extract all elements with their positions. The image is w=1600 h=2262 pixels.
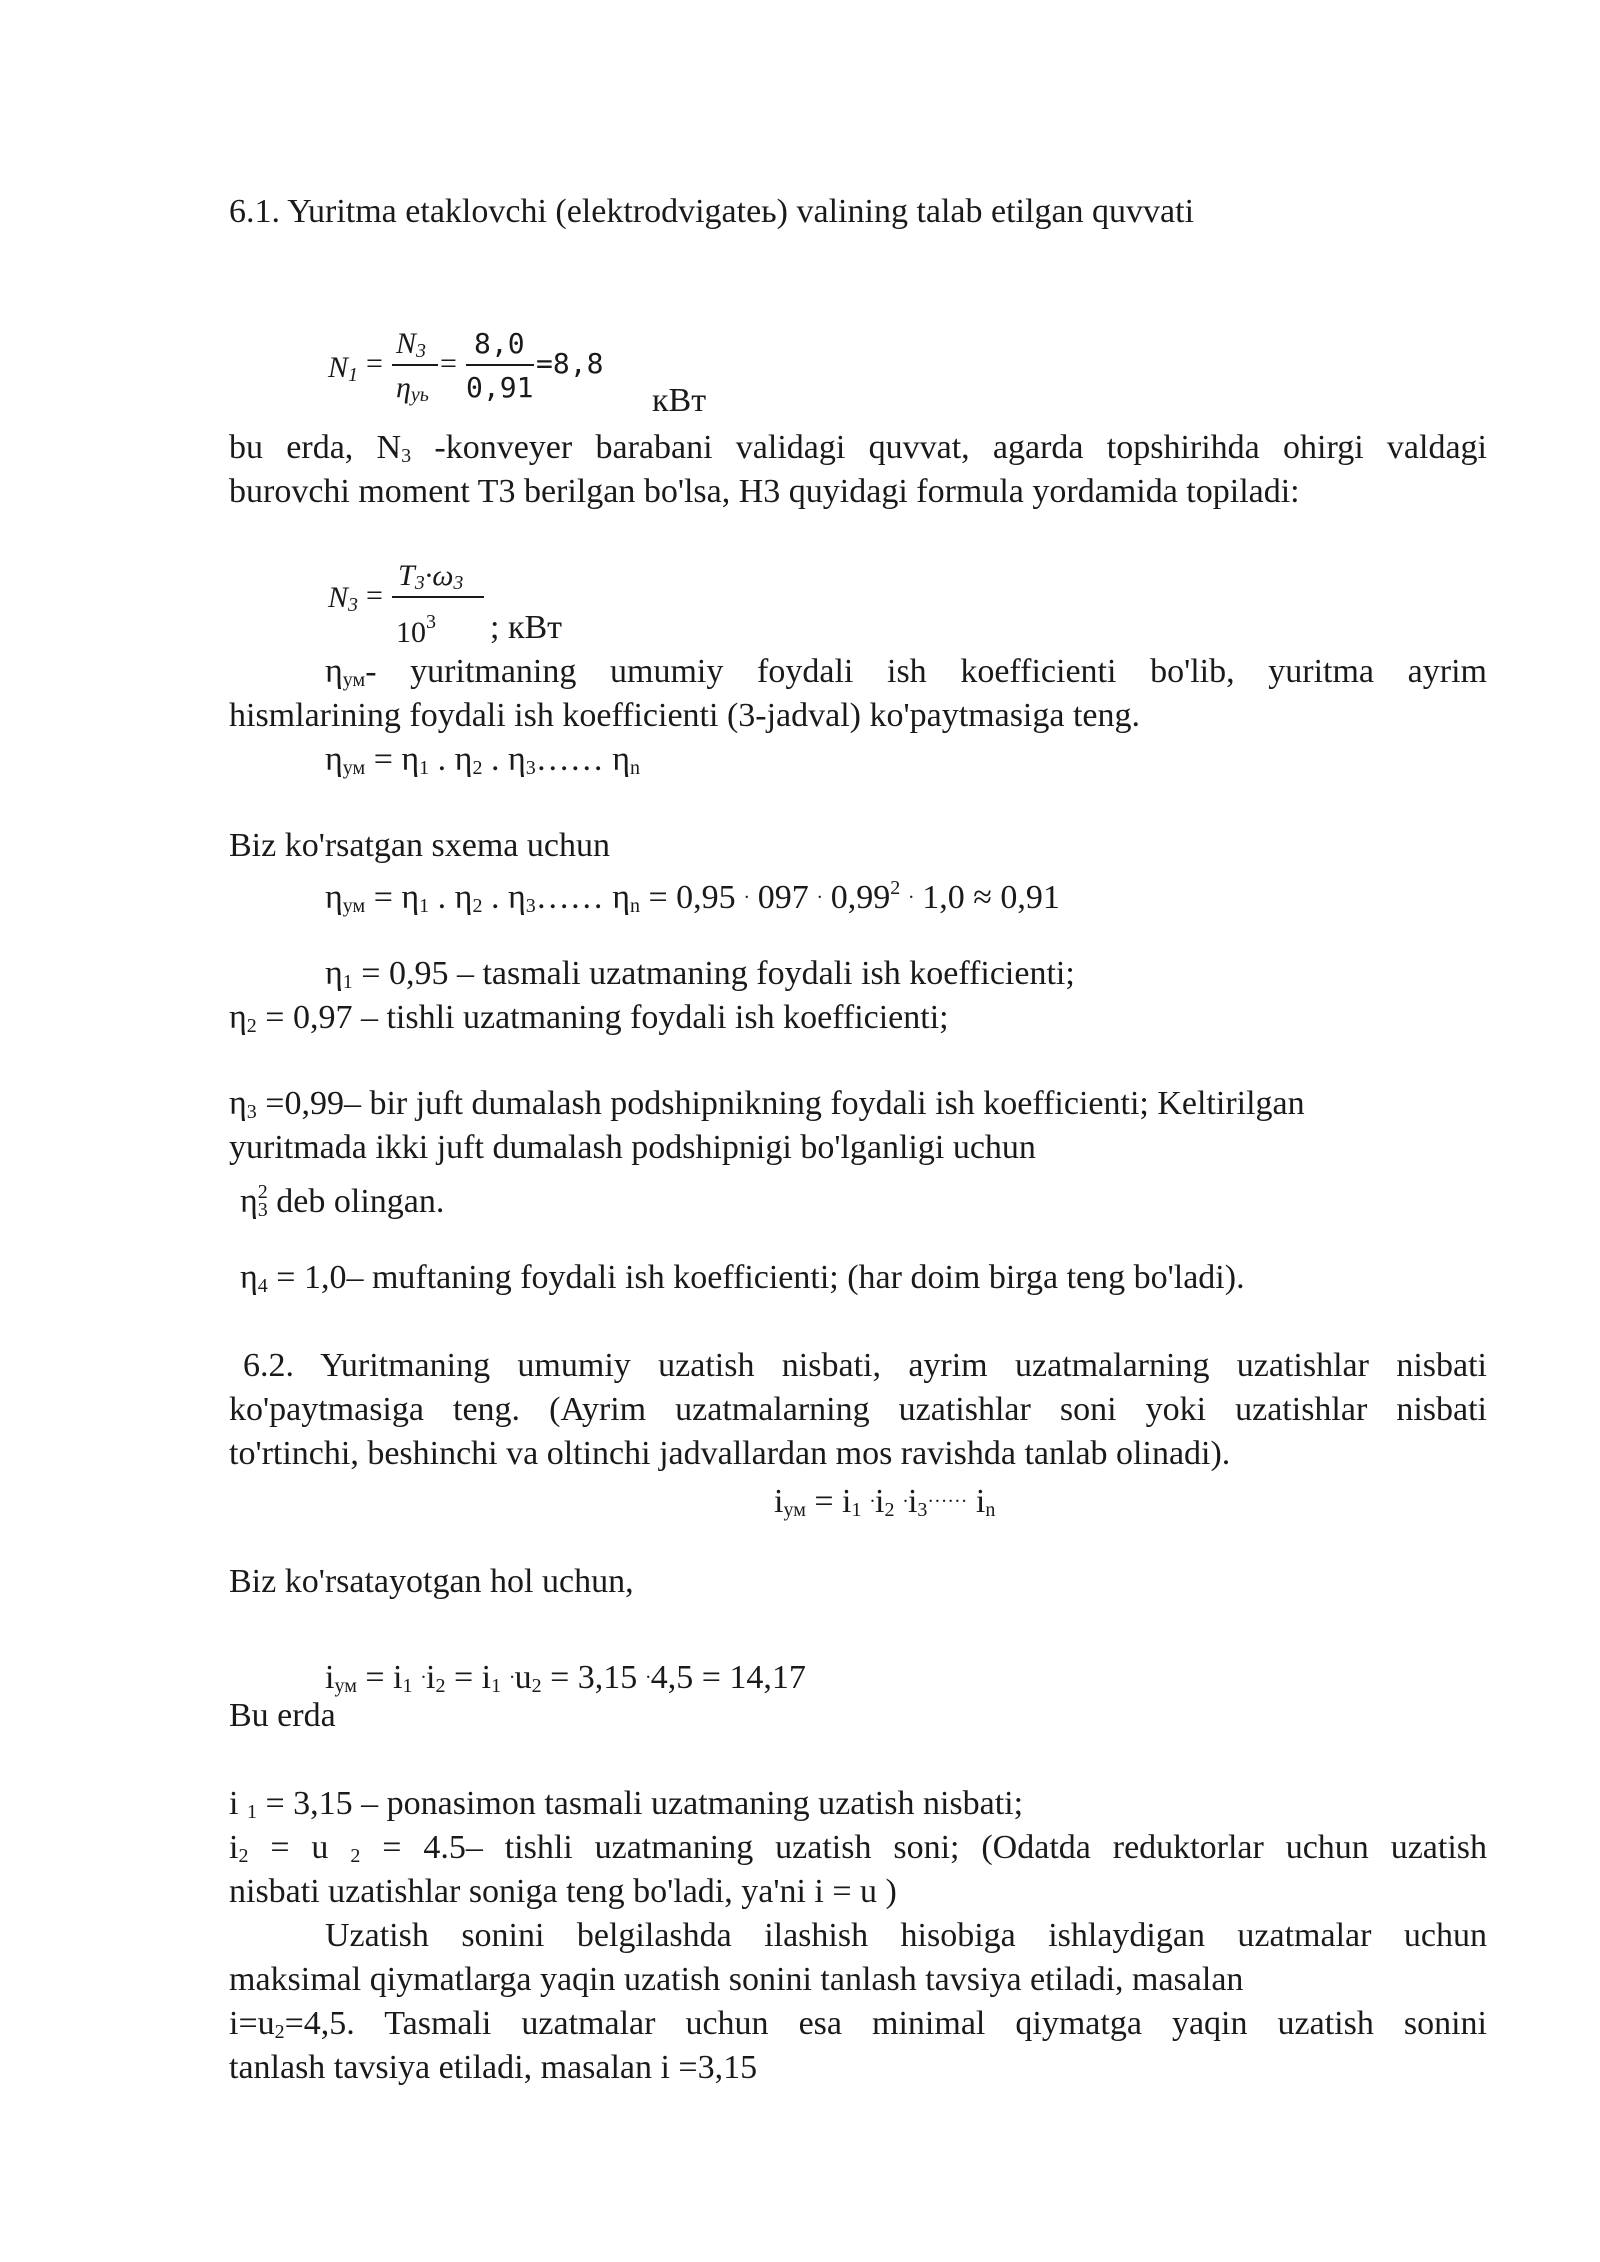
f1-denominator-value: 0,91 xyxy=(466,371,534,404)
i2-definition-line2: nisbati uzatishlar soniga teng bo'ladi, ya'ni i = u ) xyxy=(229,1873,897,1910)
section-6-1-title: 6.1. Yuritma etaklovchi (elektrodvigateь) valining talab etilgan quvvati xyxy=(229,193,1195,230)
f2-lhs: $N_3$ xyxy=(328,581,359,616)
f1-numerator: $N_3$ xyxy=(396,327,427,362)
paragraph-uzatish-line3: $i=u_2=4,5$. Tasmali uzatmalar uchun esa minimal qiymatga yaqin uzatish sonini xyxy=(229,2005,1487,2043)
paragraph-n3-line2: burovchi moment T3 berilgan bo'lsa, H3 quyidagi formula yordamida topiladi: xyxy=(229,473,1300,510)
equation-i-values: $i_{ум} = i_1$ $^.i_2 = i_1$ $^.u_2 = 3,15$ .4,5 = 14,17 xyxy=(325,1659,806,1697)
section-6-2-line1: 6.2. Yuritmaning umumiy uzatish nisbati, ayrim uzatmalarning uzatishlar nisbati xyxy=(243,1347,1487,1384)
eta3-definition-line1: $\eta_3 =0,99-$ bir juft dumalash podshipnikning foydali ish koefficienti; Keltirilgan xyxy=(229,1085,1305,1123)
paragraph-n3-line1: bu erda, $N_3$ -konveyer barabani validagi quvvat, agarda topshirihda ohirgi valdagi xyxy=(229,429,1487,467)
biz-hol-text: Biz ko'rsatayotgan hol uchun, xyxy=(229,1563,634,1600)
f1-result: =8,8 xyxy=(536,347,604,380)
biz-sxema-text: Biz ko'rsatgan sxema uchun xyxy=(229,827,610,864)
paragraph-eta-line1: $\eta_{ум}-$ yuritmaning umumiy foydali ish koefficienti bo'lib, yuritma ayrim xyxy=(325,653,1487,691)
equation-eta-values: $\eta_{ум} = \eta_1$ . $\eta_2$ . $\eta_3\dots\dots$ $\eta_n = 0,95$ . 097 . 0,99$^2$ . 1,0 ≈ 0,91 xyxy=(325,877,1060,917)
f2-eq: = xyxy=(366,579,383,612)
paragraph-uzatish-line2: maksimal qiymatlarga yaqin uzatish sonini tanlash tavsiya etiladi, masalan xyxy=(229,1961,1244,1998)
f2-unit: ; кВт xyxy=(490,609,563,646)
eta1-definition: $\eta_1 = 0,95$ – tasmali uzatmaning foydali ish koefficienti; xyxy=(325,955,1075,993)
eta2-definition: $\eta_2 = 0,97$ – tishli uzatmaning foydali ish koefficienti; xyxy=(229,999,949,1037)
paragraph-eta-line2: hismlarining foydali ish koefficienti (3-jadval) ko'paytmasiga teng. xyxy=(229,697,1140,734)
equation-i-product: $i_{ум} = i_1$ $^.i_2$ $^.i_3^{\dots\dots}$ $i_n$ xyxy=(774,1483,996,1521)
f2-denominator: $10^3$ xyxy=(396,611,436,649)
i2-definition-line1: $i_2 = u$ $_2$ = 4.5– tishli uzatmaning uzatish soni; (Odatda reduktorlar uchun uzatish xyxy=(229,1829,1487,1867)
section-6-2-line2: ko'paytmasiga teng. (Ayrim uzatmalarning uzatishlar soni yoki uzatishlar nisbati xyxy=(229,1391,1487,1428)
f2-numerator: $T_3\cdot\omega_3$ xyxy=(398,559,464,594)
f1-fraction-bar-2 xyxy=(466,364,534,366)
f1-lhs: $N_1$ xyxy=(328,351,359,386)
f1-unit: кВт xyxy=(652,382,707,419)
equation-eta-product: $\eta_{ум} = \eta_1$ . $\eta_2$ . $\eta_3\dots\dots$ $\eta_n$ xyxy=(325,741,640,779)
paragraph-uzatish-line1: Uzatish sonini belgilashda ilashish hisobiga ishlaydigan uzatmalar uchun xyxy=(325,1917,1487,1954)
eta3-definition-line3: $\eta_3^2$ deb olingan. xyxy=(240,1181,445,1221)
f1-denominator: $\eta_{уь}$ xyxy=(396,371,429,406)
section-6-2-line3: to'rtinchi, beshinchi va oltinchi jadvallardan mos ravishda tanlab olinadi). xyxy=(229,1435,1231,1472)
eta3-definition-line2: yuritmada ikki juft dumalash podshipnigi bo'lganligi uchun xyxy=(229,1129,1036,1166)
f1-fraction-bar xyxy=(392,364,438,366)
eta4-definition: $\eta_4 = 1,0-$ muftaning foydali ish koefficienti; (har doim birga teng bo'ladi). xyxy=(240,1259,1245,1297)
f2-fraction-bar xyxy=(392,596,484,598)
paragraph-uzatish-line4: tanlash tavsiya etiladi, masalan i =3,15 xyxy=(229,2049,758,2086)
f1-eq: = xyxy=(366,347,383,380)
f1-eq2: = xyxy=(440,347,457,380)
f1-numerator-value: 8,0 xyxy=(474,327,525,360)
bu-erda-text: Bu erda xyxy=(229,1697,336,1734)
i1-definition: i $_1$ = 3,15 – ponasimon tasmali uzatmaning uzatish nisbati; xyxy=(229,1785,1024,1823)
